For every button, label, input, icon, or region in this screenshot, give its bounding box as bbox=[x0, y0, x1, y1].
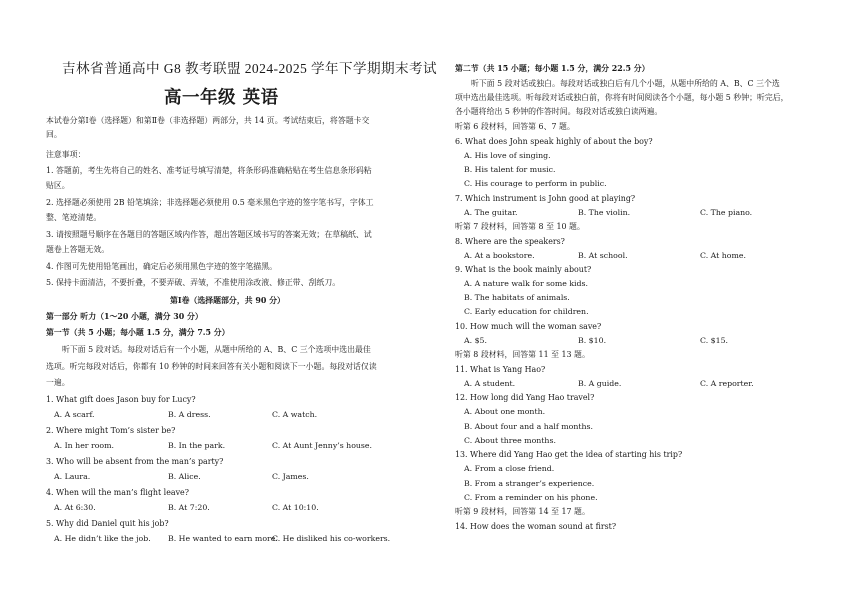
option-a: A. A nature walk for some kids. bbox=[464, 279, 589, 288]
directions-line: 听下面 5 段对话或独白。每段对话或独白后有几个小题，从题中所给的 A、B、C 三个选 bbox=[471, 79, 780, 88]
question: 1. What gift does Jason buy for Lucy? bbox=[46, 395, 196, 404]
option-a: A. A scarf. bbox=[54, 410, 95, 419]
option-a: A. A student. bbox=[464, 379, 516, 388]
note-item: 2. 选择题必须使用 2B 铅笔填涂；非选择题必须使用 0.5 毫米黑色字迹的签字笔书写，字体工 bbox=[46, 198, 374, 207]
question: 9. What is the book mainly about? bbox=[455, 265, 592, 274]
option-c: C. $15. bbox=[700, 336, 729, 345]
question: 6. What does John speak highly of about the boy? bbox=[455, 137, 653, 146]
option-c: C. James. bbox=[272, 472, 309, 481]
option-b: B. In the park. bbox=[168, 441, 226, 450]
question: 10. How much will the woman save? bbox=[455, 322, 602, 331]
option-c: C. A watch. bbox=[272, 410, 318, 419]
option-a: A. His love of singing. bbox=[464, 151, 551, 160]
option-a: A. From a close friend. bbox=[464, 464, 555, 473]
item-instruction: 听第 8 段材料，回答第 11 至 13 题。 bbox=[455, 350, 590, 359]
option-b: B. $10. bbox=[578, 336, 607, 345]
note-item: 3. 请按照题号顺序在各题目的答题区域内作答，超出答题区域书写的答案无效；在草稿纸、试 bbox=[46, 230, 372, 239]
option-a: A. $5. bbox=[464, 336, 487, 345]
option-a: A. In her room. bbox=[54, 441, 114, 450]
option-c: C. His courage to perform in public. bbox=[464, 179, 607, 188]
option-b: B. At school. bbox=[578, 251, 628, 260]
question: 8. Where are the speakers? bbox=[455, 237, 565, 246]
option-a: A. He didn’t like the job. bbox=[54, 534, 151, 543]
question: 2. Where might Tom’s sister be? bbox=[46, 426, 176, 435]
option-c: C. A reporter. bbox=[700, 379, 754, 388]
option-b: B. His talent for music. bbox=[464, 165, 556, 174]
note-item: 贴区。 bbox=[46, 181, 70, 190]
question: 11. What is Yang Hao? bbox=[455, 365, 546, 374]
item-instruction: 听第 6 段材料，回答第 6、7 题。 bbox=[455, 122, 575, 131]
notes-title: 注意事项： bbox=[46, 150, 86, 159]
subject-title: 高一年级 英语 bbox=[164, 88, 279, 108]
option-c: C. About three months. bbox=[464, 436, 556, 445]
directions-line: 听下面 5 段对话。每段对话后有一个小题，从题中所给的 A、B、C 三个选项中选出最佳 bbox=[62, 345, 371, 354]
option-c: C. The piano. bbox=[700, 208, 753, 217]
option-c: C. Early education for children. bbox=[464, 307, 589, 316]
question: 3. Who will be absent from the man’s party? bbox=[46, 457, 224, 466]
part-heading: 第Ⅰ卷（选择题部分，共 90 分） bbox=[170, 296, 285, 305]
directions-line: 各小题将给出 5 秒钟的作答时间。每段对话或独白读两遍。 bbox=[455, 107, 663, 116]
option-c: C. At 10:10. bbox=[272, 503, 319, 512]
intro-line: 回。 bbox=[46, 130, 62, 139]
option-b: B. Alice. bbox=[168, 472, 201, 481]
question: 13. Where did Yang Hao get the idea of starting his trip? bbox=[455, 450, 683, 459]
option-a: A. At 6:30. bbox=[54, 503, 96, 512]
item-instruction: 听第 7 段材料，回答第 8 至 10 题。 bbox=[455, 222, 585, 231]
option-b: B. A dress. bbox=[168, 410, 211, 419]
section-heading: 第一部分 听力（1～20 小题，满分 30 分） bbox=[46, 312, 203, 321]
option-b: B. At 7:20. bbox=[168, 503, 210, 512]
option-b: B. A guide. bbox=[578, 379, 622, 388]
note-item: 1. 答题前，考生先将自己的姓名、准考证号填写清楚，将条形码准确粘贴在考生信息条形码粘 bbox=[46, 166, 372, 175]
question: 12. How long did Yang Hao travel? bbox=[455, 393, 595, 402]
subsection-heading: 第一节（共 5 小题；每小题 1.5 分，满分 7.5 分） bbox=[46, 328, 230, 337]
option-b: B. From a stranger’s experience. bbox=[464, 479, 595, 488]
intro-line: 本试卷分第Ⅰ卷（选择题）和第Ⅱ卷（非选择题）两部分，共 14 页。考试结束后，将答题卡交 bbox=[46, 116, 370, 125]
item-instruction: 听第 9 段材料，回答第 14 至 17 题。 bbox=[455, 507, 590, 516]
option-a: A. At a bookstore. bbox=[464, 251, 535, 260]
question: 4. When will the man’s flight leave? bbox=[46, 488, 189, 497]
option-c: C. At Aunt Jenny’s house. bbox=[272, 441, 373, 450]
option-c: C. From a reminder on his phone. bbox=[464, 493, 598, 502]
option-c: C. He disliked his co-workers. bbox=[272, 534, 391, 543]
directions-line: 选项。听完每段对话后，你都有 10 秒钟的时间来回答有关小题和阅读下一小题。每段对话仅读 bbox=[46, 362, 377, 371]
option-a: A. About one month. bbox=[464, 407, 546, 416]
note-item: 整、笔迹清楚。 bbox=[46, 213, 102, 222]
option-c: C. At home. bbox=[700, 251, 746, 260]
option-a: A. The guitar. bbox=[464, 208, 518, 217]
question: 14. How does the woman sound at first? bbox=[455, 522, 617, 531]
note-item: 题卷上答题无效。 bbox=[46, 245, 110, 254]
directions-line: 一遍。 bbox=[46, 378, 70, 387]
option-b: B. About four and a half months. bbox=[464, 422, 593, 431]
option-a: A. Laura. bbox=[54, 472, 91, 481]
option-b: B. The habitats of animals. bbox=[464, 293, 570, 302]
option-b: B. He wanted to earn more. bbox=[168, 534, 278, 543]
section-heading: 第二节（共 15 小题；每小题 1.5 分，满分 22.5 分） bbox=[455, 64, 650, 73]
directions-line: 项中选出最佳选项。听每段对话或独白前，你将有时间阅读各个小题，每小题 5 秒钟；听完后， bbox=[455, 93, 789, 102]
question: 5. Why did Daniel quit his job? bbox=[46, 519, 169, 528]
exam-title: 吉林省普通高中 G8 教考联盟 2024-2025 学年下学期期末考试 bbox=[62, 61, 437, 76]
question: 7. Which instrument is John good at playing? bbox=[455, 194, 636, 203]
note-item: 5. 保持卡面清洁，不要折叠，不要弄破、弄皱，不准使用涂改液、修正带、刮纸刀。 bbox=[46, 278, 341, 287]
note-item: 4. 作图可先使用铅笔画出，确定后必须用黑色字迹的签字笔描黑。 bbox=[46, 262, 277, 271]
option-b: B. The violin. bbox=[578, 208, 631, 217]
